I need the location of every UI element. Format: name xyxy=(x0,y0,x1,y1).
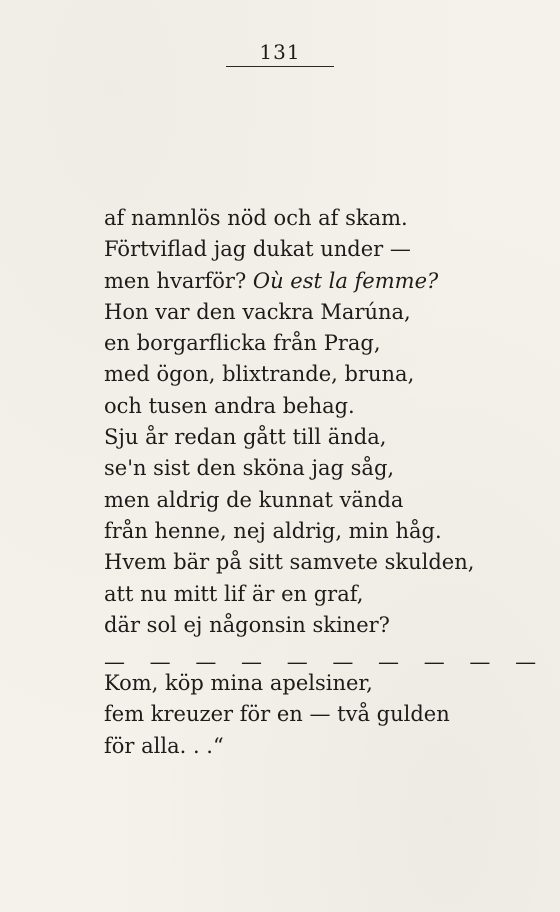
verse-line: af namnlös nöd och af skam. xyxy=(104,206,408,230)
verse-line: med ögon, blixtrande, bruna, xyxy=(104,362,415,387)
verse-line: att nu mitt lif är en graf, xyxy=(104,581,364,606)
italic-phrase: Où est la femme? xyxy=(252,268,439,293)
verse-line: och tusen andra behag. xyxy=(104,393,355,418)
verse-line: Sju år redan gått till ända, xyxy=(104,425,387,450)
closing-verse xyxy=(104,668,524,762)
page-number: 131 xyxy=(259,40,301,64)
verse-line: Kom, köp mina apelsiner, xyxy=(104,671,373,695)
verse-line: där sol ej någonsin skiner? xyxy=(104,612,390,637)
verse-line: men hvarför? Où est la femme? xyxy=(104,268,439,293)
verse-line: men aldrig de kunnat vända xyxy=(104,487,404,512)
verse-line: Hvem bär på sitt samvete skulden, xyxy=(104,550,475,575)
verse-line: se'n sist den sköna jag såg, xyxy=(104,456,395,481)
poem-verse xyxy=(104,203,546,675)
verse-line: en borgarflicka från Prag, xyxy=(104,331,381,356)
verse-line: Förtviflad jag dukat under — xyxy=(104,237,411,262)
verse-line: Hon var den vackra Marúna, xyxy=(104,299,411,324)
verse-line: fem kreuzer för en — två gulden xyxy=(104,702,450,727)
verse-line: för alla. . .“ xyxy=(104,733,224,758)
verse-line: från henne, nej aldrig, min håg. xyxy=(104,518,442,543)
page-number-rule xyxy=(226,66,334,67)
dash-separator: — — — — — — — — — — xyxy=(104,650,546,675)
